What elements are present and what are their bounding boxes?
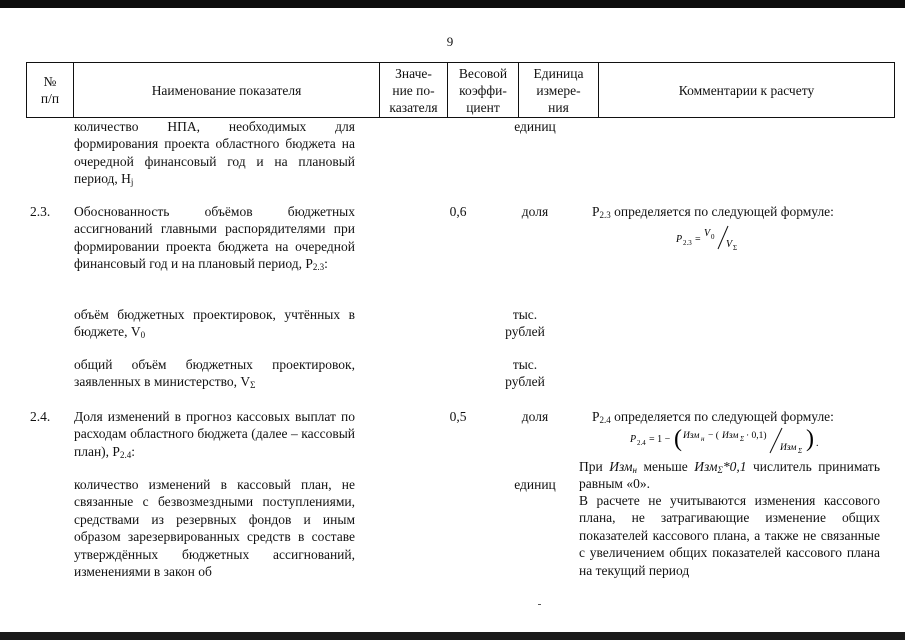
bottom-border xyxy=(0,632,905,640)
svg-text:2.4: 2.4 xyxy=(637,439,646,447)
svg-text:.: . xyxy=(816,438,819,449)
row-23-sub2-name xyxy=(74,356,355,391)
formula-p23-svg xyxy=(672,222,792,252)
row-24-formula xyxy=(628,424,838,456)
row-23-formula xyxy=(672,222,792,252)
row-24-note2: В расчете не учитываются изменения кассового плана, не затрагивающие изменение общих показателей кассового плана, а также не связанные с увеличением общих показателей кассового плана на текущий период xyxy=(579,493,880,578)
svg-text:2.3: 2.3 xyxy=(683,239,692,247)
svg-text:Σ: Σ xyxy=(733,244,738,252)
row-24-sub-unit: единиц xyxy=(514,477,556,492)
row-24-comment-text: $Р_{2.4}$ определяется по следующей формуле: xyxy=(592,409,834,425)
svg-text:V: V xyxy=(726,239,733,250)
row-24-note xyxy=(579,458,880,493)
svg-text:=: = xyxy=(695,234,701,245)
svg-text:0: 0 xyxy=(711,233,715,241)
svg-text:V: V xyxy=(704,228,711,239)
header-unit-label: Единица измере- ния xyxy=(533,65,584,115)
header-value xyxy=(380,63,448,117)
header-value-label: Значе- ние по- казателя xyxy=(389,65,438,115)
svg-text:): ) xyxy=(806,426,814,452)
row-23-comment xyxy=(592,203,882,220)
row-23-sub1-text: объём бюджетных проектировок, учтённых в бюджете, $V_0$ xyxy=(74,307,355,341)
row-23-name-text: Обоснованность объёмов бюджетных ассигнований главными распорядителями при формировании проекта бюджета на очередной финансовый год и на плановый период, $Р_{2.3}$: xyxy=(74,204,355,273)
svg-text:Изм: Изм xyxy=(722,431,739,441)
formula-p24-svg xyxy=(628,424,838,456)
header-weight xyxy=(448,63,519,117)
row-23-unit: доля xyxy=(521,204,549,219)
row-24-unit: доля xyxy=(521,409,549,424)
header-weight-label: Весовой коэффи- циент xyxy=(458,65,508,115)
row-24-sub-name: количество изменений в кассовый план, не связанные с безвозмездными поступлениями, средствами из резервных фондов и иным образом зарезервированных средств в составе утверждённых бюджетных ассигнований, изменениями в закон об xyxy=(74,477,355,580)
row-cont-name xyxy=(74,118,355,188)
svg-text:Изм: Изм xyxy=(683,431,700,441)
header-number xyxy=(27,63,74,117)
row-23-comment-text: $Р_{2.3}$ определяется по следующей формуле: xyxy=(592,204,834,220)
page-number: 9 xyxy=(446,34,454,49)
row-23-sub1-unit: тыс. рублей xyxy=(505,307,545,340)
row-23-number: 2.3. xyxy=(30,204,51,219)
row-23-name xyxy=(74,203,355,273)
row-24-weight: 0,5 xyxy=(449,409,467,424)
row-24-comment xyxy=(592,408,882,425)
svg-text:Изм: Изм xyxy=(780,443,797,453)
row-23-sub2-text: общий объём бюджетных проектировок, заявленных в министерство, $V_\Sigma$ xyxy=(74,357,355,391)
row-24-note-text: При Изм$_н$ меньше Изм$_\Sigma$*0,1 числитель принимать равным «0». xyxy=(579,459,880,492)
svg-text:Σ: Σ xyxy=(740,435,745,443)
row-23-weight: 0,6 xyxy=(449,204,467,219)
svg-text:P: P xyxy=(676,234,683,245)
svg-text:− (: − ( xyxy=(708,431,719,441)
header-name xyxy=(74,63,380,117)
scan-speck xyxy=(538,604,541,605)
svg-text:(: ( xyxy=(674,426,682,452)
svg-text:· 0,1): · 0,1) xyxy=(746,431,767,441)
row-23-sub1-name xyxy=(74,306,355,341)
svg-text:= 1 −: = 1 − xyxy=(649,434,671,445)
top-border xyxy=(0,0,905,8)
svg-text:P: P xyxy=(630,434,637,445)
header-comment-label: Комментарии к расчету xyxy=(678,82,815,98)
row-24-name-text: Доля изменений в прогноз кассовых выплат по расходам областного бюджета (далее – кассовый план), $Р_{2.4}$: xyxy=(74,409,355,460)
header-comment xyxy=(599,63,895,117)
row-24-name xyxy=(74,408,355,460)
row-cont-name-text: количество НПА, необходимых для формирования проекта областного бюджета на очередной финансовый год и на плановый период, $Н_j$ xyxy=(74,119,355,188)
header-number-label: № п/п xyxy=(40,74,60,106)
svg-text:н: н xyxy=(701,435,705,443)
row-23-sub2-unit: тыс. рублей xyxy=(505,357,545,390)
svg-text:Σ: Σ xyxy=(798,447,803,455)
header-unit xyxy=(519,63,599,117)
header-name-label: Наименование показателя xyxy=(151,82,302,98)
row-24-number: 2.4. xyxy=(30,409,51,424)
table-header xyxy=(26,62,895,118)
row-cont-unit: единиц xyxy=(514,119,556,134)
